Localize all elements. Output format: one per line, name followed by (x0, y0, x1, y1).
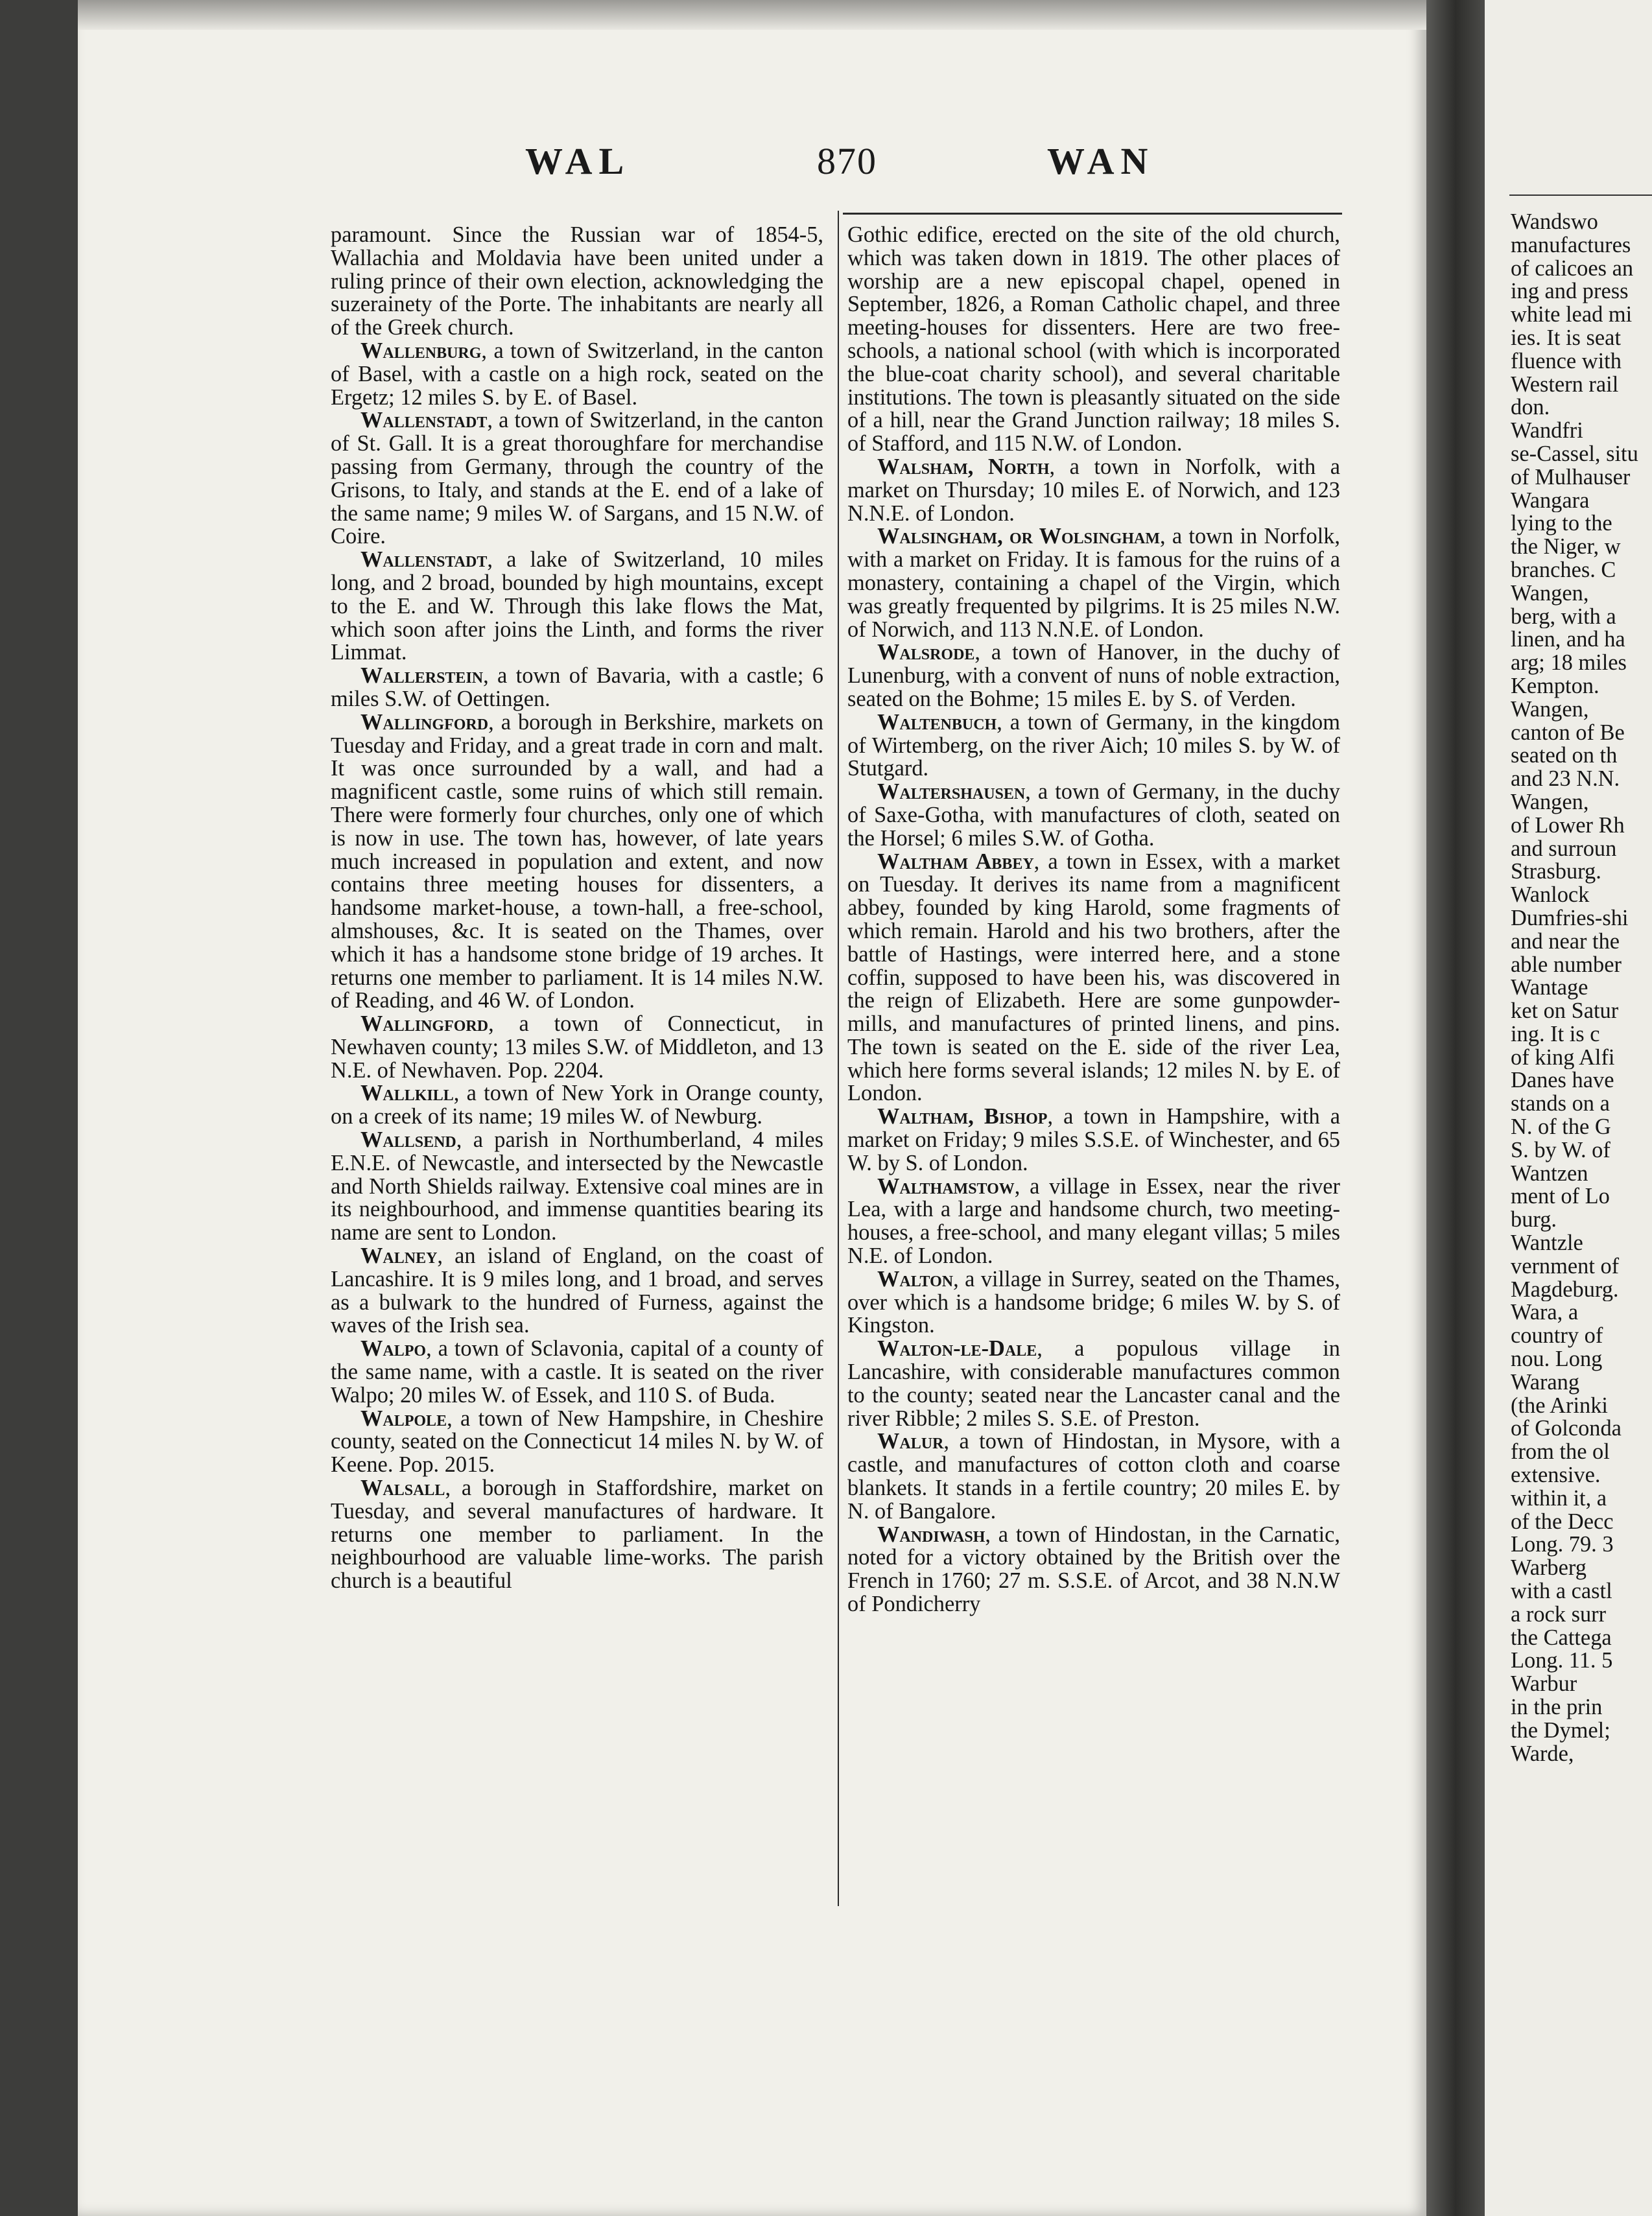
next-page-line: the Dymel; (1511, 1719, 1611, 1743)
entry-text: , a town in Hampshire, with a market on Friday; 9 miles S.S.E. of Winchester, and 65 W. by S. of London. (847, 1104, 1340, 1175)
gazetteer-entry (847, 456, 1340, 525)
entry-text: , a town in Norfolk, with a market on Friday. It is famous for the ruins of a monastery, containing a chapel of the Virgin, which was greatly frequented by pilgrims. It is 25 miles N.W. of Norwich, and 113 N.N.E. of London. (847, 524, 1340, 642)
header-left-guide: WAL (525, 140, 631, 182)
next-page-line: Magdeburg. (1511, 1278, 1619, 1302)
next-page-line: seated on th (1511, 744, 1618, 768)
entry-headword: Walsham, North (877, 454, 1050, 479)
next-page-line: stands on a (1511, 1092, 1610, 1116)
gazetteer-entry (847, 1268, 1340, 1338)
gazetteer-entry (847, 1430, 1340, 1523)
entry-text: , a town of Switzerland, in the canton of St. Gall. It is a great thoroughfare for merchandise passing from Germany, through the country of the Grisons, to Italy, and stands at the E. end of a lake of the same name; 9 miles W. of Sargans, and 15 N.W. of Coire. (331, 408, 823, 549)
next-page-line: the Cattega (1511, 1626, 1612, 1650)
next-page-line: Dumfries-shi (1511, 906, 1629, 930)
gazetteer-entry (331, 409, 823, 548)
next-page-line: ing and press (1511, 280, 1629, 304)
next-page-line: ment of Lo (1511, 1185, 1610, 1209)
entry-headword: Walpole (360, 1406, 447, 1431)
next-page-line: burg. (1511, 1208, 1557, 1232)
gazetteer-entry (331, 1338, 823, 1407)
next-page-line: Wantzen (1511, 1162, 1588, 1186)
next-page-line: able number (1511, 953, 1622, 977)
next-page-line: Wangen, (1511, 698, 1589, 722)
next-page-line: Wanlock (1511, 884, 1590, 907)
gazetteer-entry (847, 1175, 1340, 1268)
next-page-line: Warbur (1511, 1673, 1577, 1696)
entry-headword: Wallenburg (360, 338, 482, 363)
next-page-line: linen, and ha (1511, 628, 1625, 652)
entry-headword: Walsall (360, 1476, 445, 1501)
entry-text: , a town of Bavaria, with a castle; 6 miles S.W. of Oettingen. (331, 663, 823, 711)
page-top-shadow (78, 0, 1426, 30)
entry-headword: Waltershausen (877, 779, 1026, 805)
entry-headword: Walton (877, 1266, 954, 1291)
entry-text: , a town of Switzerland, in the canton of Basel, with a castle on a high rock, seated on the Ergetz; 12 miles S. by E. of Basel. (331, 338, 823, 410)
next-page-line: white lead mi (1511, 303, 1633, 327)
gazetteer-entry (331, 224, 823, 340)
next-page-line: Warde, (1511, 1742, 1574, 1766)
entry-headword: Walsingham, or Wolsingham (877, 524, 1161, 549)
next-page-line: ies. It is seat (1511, 326, 1622, 350)
next-page-line: vernment of (1511, 1255, 1620, 1279)
entry-text: , a borough in Berkshire, markets on Tuesday and Friday, and a great trade in corn and malt. It was once surrounded by a wall, and had a magnificent castle, some ruins of which still remain. There were formerly four churches, only one of which is now in use. The town has, however, of late years much increased in population and extent, and now contains three meeting houses for dissenters, a handsome market-house, a town-hall, a free-school, almshouses, &c. It is seated on the Thames, over which it has a handsome stone bridge of 19 arches. It returns one member to parliament. It is 14 miles N.W. of Reading, and 46 W. of London. (331, 709, 823, 1013)
gazetteer-entry (331, 548, 823, 665)
next-page-line: Warang (1511, 1371, 1580, 1395)
next-page-line: Wangara (1511, 489, 1590, 513)
next-page-line: Warberg (1511, 1557, 1587, 1581)
header-right-guide: WAN (1047, 140, 1155, 182)
next-page-line: Wara, a (1511, 1301, 1579, 1325)
right-column (847, 224, 1340, 1616)
gazetteer-entry (331, 711, 823, 1013)
next-page-line: Kempton. (1511, 674, 1599, 698)
entry-headword: Waltenbuch (877, 709, 997, 735)
entry-headword: Wallingford (360, 1011, 489, 1037)
gazetteer-entry (331, 1082, 823, 1129)
entry-headword: Wallenstadt (360, 408, 488, 433)
entry-text: , a borough in Staffordshire, market on Tuesday, and several manufactures of hardware. It returns one member to parliament. In the neighbourhood are valuable lime-works. The parish church is a beautiful (331, 1476, 823, 1594)
next-page-line: arg; 18 miles (1511, 652, 1627, 675)
entry-text: , a lake of Switzerland, 10 miles long, and 2 broad, bounded by high mountains, except to the E. and W. Through this lake flows the Mat, which soon after joins the Linth, and forms the river Limmat. (331, 547, 823, 665)
next-page-line: berg, with a (1511, 605, 1616, 629)
entry-headword: Wallkill (360, 1081, 454, 1106)
entry-headword: Walur (877, 1429, 944, 1454)
gazetteer-entry (847, 851, 1340, 1106)
gazetteer-entry (331, 1245, 823, 1338)
gazetteer-entry (331, 1013, 823, 1082)
next-page-rule (1509, 194, 1652, 196)
gazetteer-entry (331, 665, 823, 711)
entry-text: , a town of Hindostan, in Mysore, with a castle, and manufactures of cotton cloth and coarse blankets. It stands in a fertile country; 20 miles E. by N. of Bangalore. (847, 1429, 1340, 1524)
next-page-line: lying to the (1511, 512, 1612, 536)
next-page-line: with a castl (1511, 1580, 1612, 1603)
next-page-line: country of (1511, 1325, 1603, 1349)
gazetteer-entry (331, 1477, 823, 1593)
next-page-line: N. of the G (1511, 1116, 1611, 1139)
entry-headword: Wallingford (360, 709, 489, 735)
gazetteer-entry (847, 525, 1340, 641)
next-page-line: Wantzle (1511, 1232, 1583, 1255)
entry-text: , a village in Surrey, seated on the Thames, over which is a handsome bridge; 6 miles W. by S. of Kingston. (847, 1266, 1340, 1338)
next-page-line: Danes have (1511, 1069, 1614, 1093)
next-page-line: Wangen, (1511, 790, 1589, 814)
gazetteer-entry (847, 1338, 1340, 1430)
next-page-line: Wandswo (1511, 211, 1598, 234)
next-page-line: of calicoes an (1511, 257, 1634, 281)
entry-text: , a town of Germany, in the kingdom of Wirtemberg, on the river Aich; 10 miles S. by W. of Stutgard. (847, 709, 1340, 781)
next-page-line: in the prin (1511, 1696, 1603, 1719)
entry-text: , a village in Essex, near the river Lea, with a large and handsome church, two meeting-houses, a free-school, and many elegant villas; 5 miles N.E. of London. (847, 1173, 1340, 1269)
next-page-column (1511, 211, 1652, 1765)
next-page-line: of the Decc (1511, 1510, 1614, 1534)
next-page-line: from the ol (1511, 1441, 1610, 1465)
entry-text: Gothic edifice, erected on the site of the old church, which was taken down in 1819. The other places of worship are a new episcopal chapel, opened in September, 1826, a Roman Catholic chapel, and three meeting-houses for dissenters. Here are two free-schools, a national school (with which is incorporated the blue-coat charity school), and several charitable institutions. The town is pleasantly situated on the side of a hill, near the Grand Junction railway; 18 miles S. of Stafford, and 115 N.W. of London. (847, 222, 1340, 456)
gazetteer-entry (847, 1524, 1340, 1616)
column-top-rule (843, 213, 1342, 215)
next-page-line: nou. Long (1511, 1348, 1603, 1371)
entry-headword: Walpo (360, 1336, 427, 1361)
entry-text: paramount. Since the Russian war of 1854-5, Wallachia and Moldavia have been united under a ruling prince of their own election, acknowledging the suzerainety of the Porte. The inhabitants are nearly all of the Greek church. (331, 222, 823, 340)
entry-text: , a town of New York in Orange county, on a creek of its name; 19 miles W. of Newburg. (331, 1081, 823, 1129)
entry-headword: Walthamstow (877, 1173, 1015, 1199)
next-page-line: ket on Satur (1511, 1000, 1619, 1023)
next-page-line: of king Alfi (1511, 1046, 1615, 1070)
entry-headword: Wallsend (360, 1127, 456, 1153)
next-page-line: Wandfri (1511, 419, 1583, 443)
next-page-line: manufactures (1511, 233, 1631, 257)
next-page-line: branches. C (1511, 558, 1616, 582)
next-page-line: and 23 N.N. (1511, 768, 1620, 791)
entry-text: , a town in Essex, with a market on Tuesday. It derives its name from a magnificent abbey, founded by king Harold, some fragments of which remain. Harold and his two brothers, after the battle of Hastings, were interred here, and a stone coffin, supposed to have been his, was discovered in the reign of Elizabeth. Here are some gunpowder-mills, and manufactures of printed linens, and pins. The town is seated on the E. side of the river Lea, which here forms several islands; 12 miles N. by E. of London. (847, 849, 1340, 1106)
book-gutter (1426, 0, 1485, 2216)
entry-text: , an island of England, on the coast of Lancashire. It is 9 miles long, and 1 broad, and serves as a bulwark to the hundred of Furness, against the waves of the Irish sea. (331, 1244, 823, 1338)
entry-text: , a town of Hindostan, in the Carnatic, noted for a victory obtained by the British over the French in 1760; 27 m. S.S.E. of Arcot, and 38 N.N.W of Pondicherry (847, 1522, 1340, 1617)
next-page-line: a rock surr (1511, 1603, 1607, 1627)
next-page-line: of Golconda (1511, 1417, 1622, 1441)
next-page-line: Strasburg. (1511, 860, 1601, 884)
next-page-partial (1485, 0, 1652, 2216)
next-page-line: within it, a (1511, 1487, 1607, 1511)
next-page-line: fluence with (1511, 349, 1622, 373)
next-page-line: ing. It is c (1511, 1022, 1600, 1046)
gazetteer-entry (331, 1408, 823, 1477)
entry-headword: Waltham, Bishop (877, 1104, 1048, 1129)
entry-headword: Wandiwash (877, 1522, 985, 1547)
running-header (78, 139, 1426, 204)
next-page-line: and surroun (1511, 837, 1617, 861)
entry-headword: Walsrode (877, 640, 975, 665)
entry-text: , a town in Norfolk, with a market on Thursday; 10 miles E. of Norwich, and 123 N.N.E. of London. (847, 454, 1340, 526)
next-page-line: the Niger, w (1511, 536, 1621, 559)
entry-headword: Waltham Abbey (877, 849, 1034, 874)
next-page-line: Long. 11. 5 (1511, 1649, 1613, 1673)
gazetteer-entry (847, 224, 1340, 456)
gazetteer-entry (847, 781, 1340, 850)
next-page-line: S. by W. of (1511, 1138, 1611, 1162)
left-column (331, 224, 823, 1593)
gazetteer-entry (847, 1105, 1340, 1175)
entry-text: , a town of New Hampshire, in Cheshire county, seated on the Connecticut 14 miles N. by W. of Keene. Pop. 2015. (331, 1406, 823, 1478)
column-divider (838, 211, 839, 1906)
next-page-line: canton of Be (1511, 721, 1625, 745)
scanner-edge (0, 0, 78, 2216)
entry-text: , a populous village in Lancashire, with considerable manufactures common to the county; seated near the Lancaster canal and the river Ribble; 2 miles S. S.E. of Preston. (847, 1336, 1340, 1431)
next-page-line: and near the (1511, 930, 1620, 954)
next-page-line: Wantage (1511, 976, 1588, 1000)
next-page-line: don. (1511, 396, 1550, 420)
entry-headword: Walney (360, 1244, 438, 1269)
gazetteer-entry (331, 340, 823, 409)
next-page-line: se-Cassel, situ (1511, 442, 1638, 466)
next-page-line: Wangen, (1511, 582, 1589, 606)
entry-text: , a town of Sclavonia, capital of a county of the same name, with a castle. It is seated on the river Walpo; 20 miles W. of Essek, and 110 S. of Buda. (331, 1336, 823, 1408)
entry-text: , a town of Hanover, in the duchy of Lunenburg, with a convent of nuns of noble extraction, seated on the Bohme; 15 miles E. by S. of Verden. (847, 640, 1340, 711)
page-number: 870 (817, 140, 877, 182)
entry-headword: Wallerstein (360, 663, 484, 689)
next-page-line: Long. 79. 3 (1511, 1533, 1614, 1557)
entry-headword: Wallenstadt (360, 547, 488, 572)
gazetteer-entry (331, 1129, 823, 1245)
gazetteer-entry (847, 711, 1340, 781)
entry-text: , a parish in Northumberland, 4 miles E.N.E. of Newcastle, and intersected by the Newcastle and North Shields railway. Extensive coal mines are in its neighbourhood, and immense quantities bearing its name are sent to London. (331, 1127, 823, 1245)
next-page-line: (the Arinki (1511, 1394, 1608, 1418)
gazetteer-entry (847, 641, 1340, 711)
entry-text: , a town of Connecticut, in Newhaven county; 13 miles S.W. of Middleton, and 13 N.E. of Newhaven. Pop. 2204. (331, 1011, 823, 1083)
entry-headword: Walton-le-Dale (877, 1336, 1037, 1361)
next-page-line: extensive. (1511, 1464, 1601, 1487)
entry-text: , a town of Germany, in the duchy of Saxe-Gotha, with manufactures of cloth, seated on the Horsel; 6 miles S.W. of Gotha. (847, 779, 1340, 851)
next-page-line: of Lower Rh (1511, 814, 1625, 838)
next-page-line: Western rail (1511, 373, 1619, 397)
next-page-line: of Mulhauser (1511, 466, 1631, 489)
